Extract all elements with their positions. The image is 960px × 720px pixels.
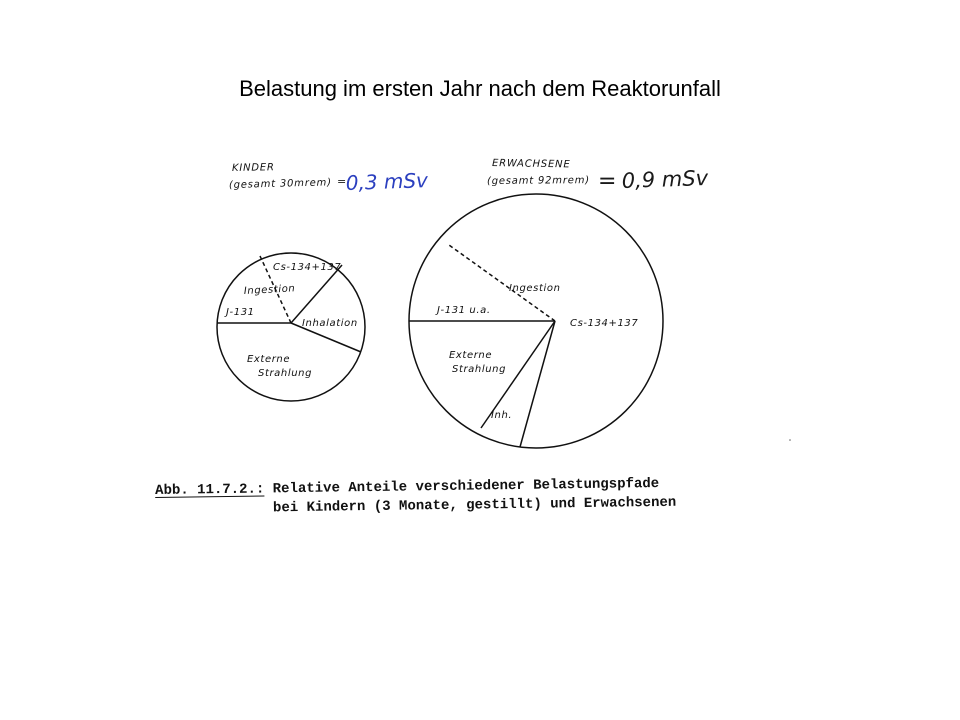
kinder-label-ingestion: Ingestion [243, 283, 296, 297]
kinder-label-cs: Cs-134+137 [273, 262, 342, 273]
erwachsene-label-cs: Cs-134+137 [570, 318, 639, 329]
erwachsene-heading: ERWACHSENE [491, 158, 571, 171]
erwachsene-dose: 0,9 mSv [621, 165, 709, 193]
kinder-label-externe: Externe [247, 354, 291, 365]
erwachsene-divider-inh [520, 321, 555, 447]
caption-text-1: Relative Anteile verschiedener Belastungspfade [272, 475, 660, 498]
kinder-divider-cs [291, 265, 342, 323]
erwachsene-label-externe: Externe [449, 350, 493, 361]
caption-figure-number: Abb. 11.7.2.: [155, 481, 265, 499]
kinder-equals: = [337, 175, 347, 188]
erwachsene-label-strahlung: Strahlung [452, 364, 507, 375]
erwachsene-label-j131: J-131 u.a. [437, 305, 491, 316]
erwachsene-label-ingestion: Ingestion [509, 283, 561, 294]
kinder-dose: 0,3 mSv [345, 168, 429, 195]
figure-caption [155, 475, 676, 520]
kinder-subtitle: (gesamt 30mrem) [228, 177, 332, 191]
kinder-label-strahlung: Strahlung [258, 368, 313, 379]
kinder-heading: KINDER [231, 162, 275, 174]
erwachsene-equals: = [598, 169, 617, 194]
erwachsene-label-inh: Inh. [491, 410, 513, 421]
caption-text-2: bei Kindern (3 Monate, gestillt) und Erwachsenen [272, 494, 677, 517]
kinder-label-j131: J-131 [226, 307, 255, 318]
scan-speck [789, 439, 791, 441]
kinder-label-inhalation: Inhalation [302, 318, 358, 329]
erwachsene-subtitle: (gesamt 92mrem) [486, 175, 590, 187]
slide-title: Belastung im ersten Jahr nach dem Reaktorunfall [239, 76, 721, 101]
